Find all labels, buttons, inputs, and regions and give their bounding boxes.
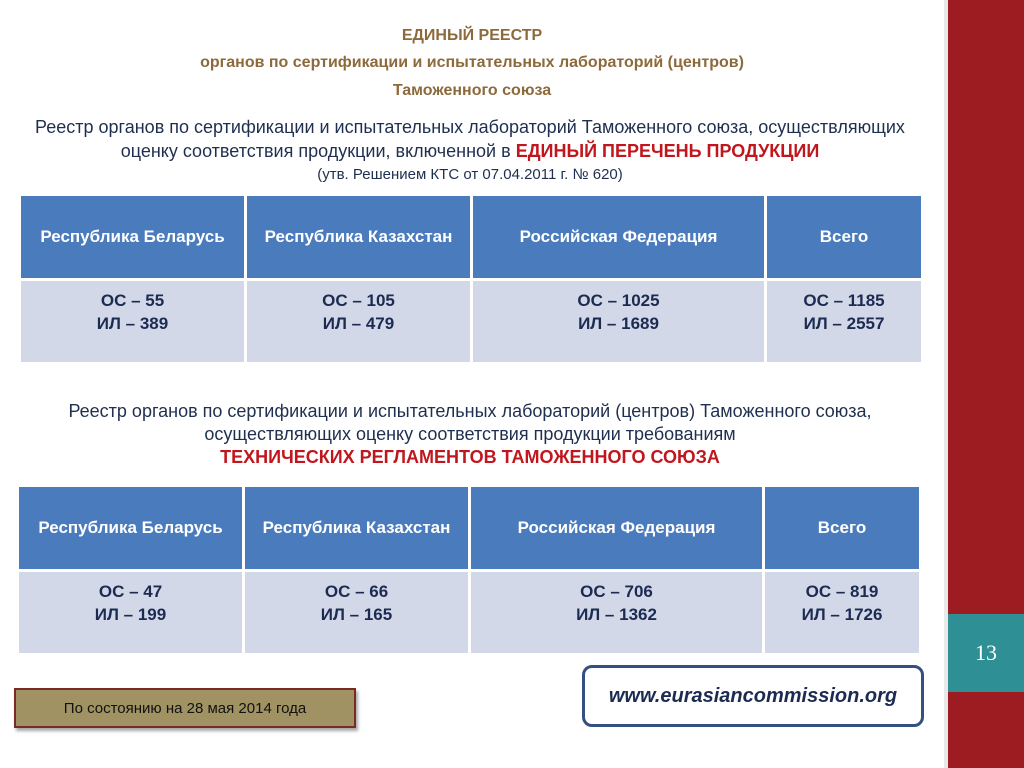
registry-table-common-list bbox=[18, 193, 924, 365]
table-cell bbox=[244, 571, 470, 655]
table-cell bbox=[472, 280, 766, 364]
section1-intro-line2 bbox=[10, 139, 930, 163]
os-count: ОС – 1185 bbox=[803, 291, 885, 310]
section2-highlight: ТЕХНИЧЕСКИХ РЕГЛАМЕНТОВ ТАМОЖЕННОГО СОЮЗА bbox=[220, 447, 720, 467]
section2-intro bbox=[10, 400, 930, 469]
il-count: ИЛ – 479 bbox=[322, 314, 395, 333]
table-cell bbox=[20, 280, 246, 364]
os-count: ОС – 706 bbox=[580, 582, 653, 601]
date-note: По состоянию на 28 мая 2014 года bbox=[14, 688, 356, 728]
table-header-row bbox=[18, 486, 921, 571]
column-header: Всего bbox=[766, 195, 923, 280]
title-line-3: Таможенного союза bbox=[392, 82, 552, 99]
column-header: Российская Федерация bbox=[472, 195, 766, 280]
table-cell bbox=[246, 280, 472, 364]
il-count: ИЛ – 1689 bbox=[578, 314, 659, 333]
page-number: 13 bbox=[948, 614, 1024, 692]
table-cell bbox=[766, 280, 923, 364]
il-count: ИЛ – 1726 bbox=[801, 605, 883, 624]
os-count: ОС – 55 bbox=[100, 291, 165, 310]
column-header: Республика Беларусь bbox=[18, 486, 244, 571]
os-count: ОС – 47 bbox=[98, 582, 163, 601]
section1-decision-note: (утв. Решением КТС от 07.04.2011 г. № 620) bbox=[317, 166, 623, 183]
table-cell bbox=[764, 571, 921, 655]
table-row bbox=[18, 571, 921, 655]
slide-title bbox=[0, 24, 944, 104]
registry-table-technical-regulations bbox=[16, 484, 922, 656]
section2-intro-line2: осуществляющих оценку соответствия продукции требованиям bbox=[204, 424, 736, 444]
title-line-1: ЕДИНЫЙ РЕЕСТР bbox=[401, 27, 543, 44]
column-header: Республика Казахстан bbox=[246, 195, 472, 280]
section1-intro-text: оценку соответствия продукции, включенной в bbox=[120, 141, 511, 161]
os-count: ОС – 66 bbox=[324, 582, 389, 601]
table-cell bbox=[470, 571, 764, 655]
section1-intro bbox=[10, 115, 930, 187]
column-header: Республика Казахстан bbox=[244, 486, 470, 571]
section1-intro-line1: Реестр органов по сертификации и испытательных лабораторий Таможенного союза, осуществляющих bbox=[35, 117, 905, 137]
os-count: ОС – 819 bbox=[805, 582, 879, 601]
section1-highlight: ЕДИНЫЙ ПЕРЕЧЕНЬ ПРОДУКЦИИ bbox=[515, 141, 820, 161]
il-count: ИЛ – 2557 bbox=[803, 314, 885, 333]
title-line-2: органов по сертификации и испытательных лабораторий (центров) bbox=[200, 54, 744, 71]
column-header: Российская Федерация bbox=[470, 486, 764, 571]
column-header: Республика Беларусь bbox=[20, 195, 246, 280]
il-count: ИЛ – 165 bbox=[320, 605, 393, 624]
section2-intro-line1: Реестр органов по сертификации и испытательных лабораторий (центров) Таможенного союза, bbox=[68, 401, 872, 421]
os-count: ОС – 1025 bbox=[577, 291, 660, 310]
website-link[interactable]: www.eurasiancommission.org bbox=[582, 665, 924, 727]
il-count: ИЛ – 389 bbox=[96, 314, 169, 333]
table-row bbox=[20, 280, 923, 364]
il-count: ИЛ – 1362 bbox=[576, 605, 657, 624]
il-count: ИЛ – 199 bbox=[94, 605, 167, 624]
column-header: Всего bbox=[764, 486, 921, 571]
os-count: ОС – 105 bbox=[322, 291, 395, 310]
table-cell bbox=[18, 571, 244, 655]
table-header-row bbox=[20, 195, 923, 280]
